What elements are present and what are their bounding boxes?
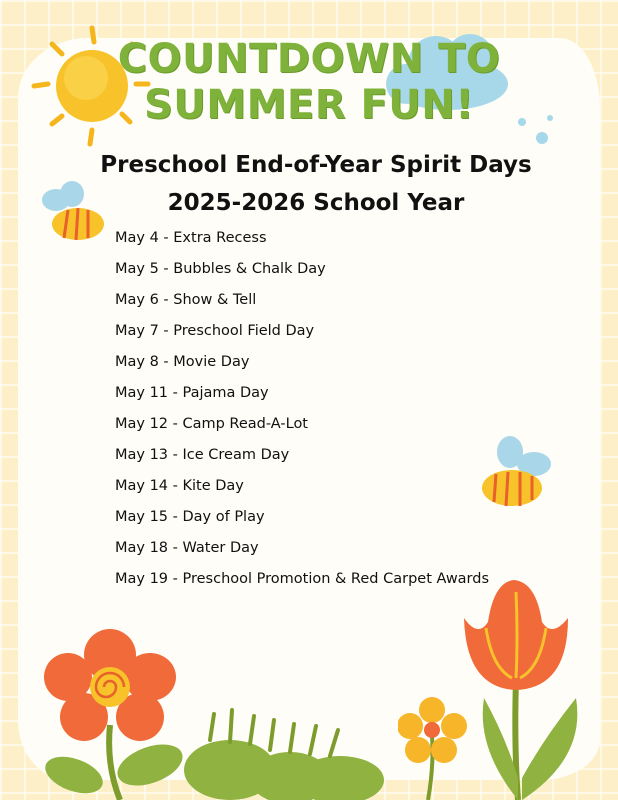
tulip-icon bbox=[456, 578, 606, 800]
list-item: May 18 - Water Day bbox=[115, 540, 259, 556]
list-item: May 7 - Preschool Field Day bbox=[115, 323, 315, 339]
main-title-line1: COUNTDOWN TO bbox=[117, 36, 501, 82]
list-item: May 12 - Camp Read-A-Lot bbox=[115, 416, 308, 432]
list-item: May 13 - Ice Cream Day bbox=[115, 447, 290, 463]
main-title-line2: SUMMER FUN! bbox=[144, 82, 474, 128]
subtitle-line1: Preschool End-of-Year Spirit Days bbox=[100, 152, 532, 178]
list-item: May 15 - Day of Play bbox=[115, 509, 265, 525]
list-item: May 11 - Pajama Day bbox=[115, 385, 269, 401]
spirit-days-list bbox=[115, 226, 489, 598]
list-item: May 14 - Kite Day bbox=[115, 478, 244, 494]
list-item: May 6 - Show & Tell bbox=[115, 292, 257, 308]
list-item: May 4 - Extra Recess bbox=[115, 230, 267, 246]
subtitle-line2: 2025-2026 School Year bbox=[167, 190, 465, 216]
flower-icon bbox=[40, 625, 190, 800]
list-item: May 19 - Preschool Promotion & Red Carpet Awards bbox=[115, 571, 490, 587]
list-item: May 5 - Bubbles & Chalk Day bbox=[115, 261, 326, 277]
list-item: May 8 - Movie Day bbox=[115, 354, 250, 370]
